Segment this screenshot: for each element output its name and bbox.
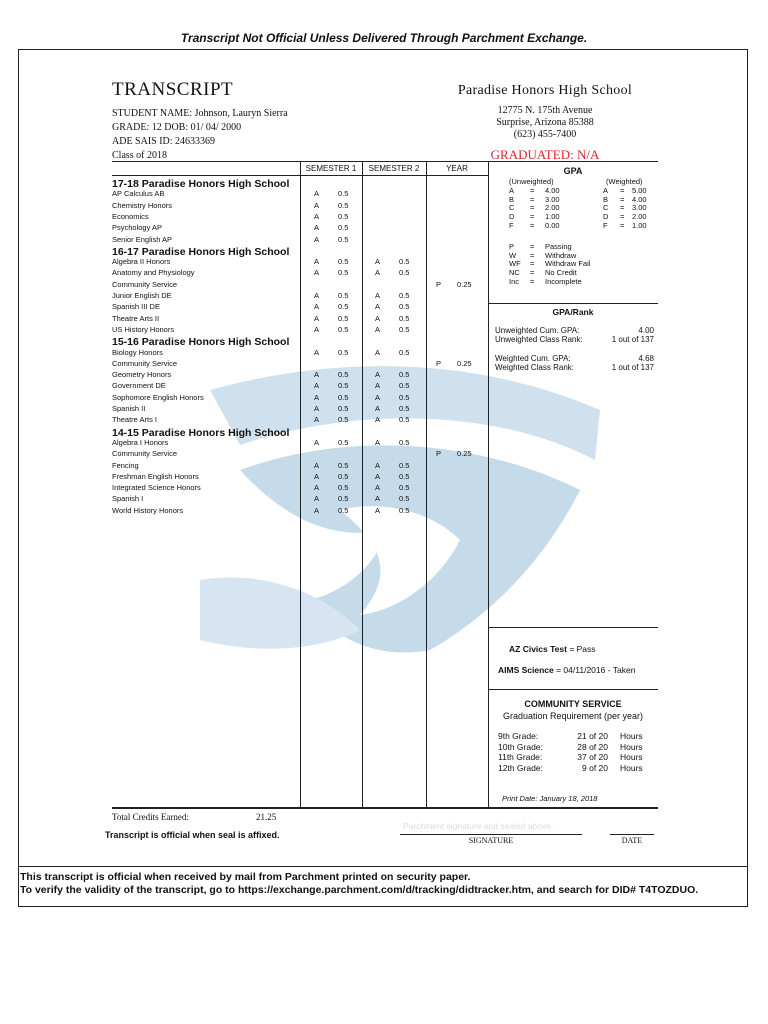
tests-top-divider bbox=[488, 627, 658, 628]
signature-line bbox=[400, 834, 582, 835]
sem2-grade: A bbox=[375, 494, 381, 504]
print-date: Print Date: January 18, 2018 bbox=[502, 794, 598, 803]
sem1-credit: 0.5 bbox=[338, 211, 349, 221]
table-bottom-line bbox=[112, 807, 658, 809]
year-header: YEAR bbox=[446, 164, 468, 173]
sem2-grade: A bbox=[375, 257, 381, 267]
gpa-equals: = bbox=[530, 194, 535, 204]
sem1-col-divider bbox=[300, 161, 301, 807]
sem2-credit: 0.5 bbox=[399, 257, 410, 267]
sem1-credit: 0.5 bbox=[338, 494, 349, 504]
sem1-credit: 0.5 bbox=[338, 189, 349, 199]
grade-code-desc: Incomplete bbox=[545, 276, 582, 286]
az-civics-test bbox=[509, 644, 596, 654]
sem2-credit: 0.5 bbox=[399, 313, 410, 323]
course-name: Theatre Arts I bbox=[112, 415, 158, 425]
grade-code: P bbox=[509, 242, 515, 251]
cs-hours: 37 of 20 bbox=[577, 752, 608, 763]
cs-grade: 10th Grade: bbox=[498, 741, 543, 752]
sem2-grade: A bbox=[375, 483, 381, 493]
signature-label: SIGNATURE bbox=[468, 836, 514, 845]
course-name: AP Calculus AB bbox=[112, 189, 165, 199]
cs-grade: 9th Grade: bbox=[498, 731, 539, 741]
sem1-credit: 0.5 bbox=[338, 200, 349, 210]
sem1-grade: A bbox=[314, 200, 320, 210]
sem2-credit: 0.5 bbox=[399, 494, 410, 504]
cs-unit: Hours bbox=[620, 763, 643, 774]
course-name: Algebra II Honors bbox=[112, 257, 171, 267]
sem1-credit: 0.5 bbox=[338, 404, 349, 413]
sem1-credit: 0.5 bbox=[338, 223, 349, 233]
sem2-col-divider bbox=[362, 161, 363, 807]
sem2-grade: A bbox=[375, 505, 381, 515]
sem1-grade: A bbox=[314, 268, 320, 278]
sem2-credit: 0.5 bbox=[399, 381, 410, 391]
sem1-credit: 0.5 bbox=[338, 381, 349, 391]
signature-placeholder: Parchment signature and sealed above. bbox=[403, 821, 554, 831]
sem1-grade: A bbox=[314, 189, 320, 199]
student-ade-id: ADE SAIS ID: 24633369 bbox=[112, 136, 216, 147]
sem1-credit: 0.5 bbox=[338, 302, 349, 312]
sem1-grade: A bbox=[314, 347, 320, 357]
year-credit: 0.25 bbox=[457, 449, 472, 459]
year-grade: P bbox=[436, 358, 442, 368]
gpa-unweighted-value: 3.00 bbox=[545, 194, 560, 204]
sem1-credit: 0.5 bbox=[338, 392, 349, 402]
grade-code-desc: Withdraw bbox=[545, 250, 577, 260]
grade-code: W bbox=[509, 250, 517, 260]
year-credit: 0.25 bbox=[457, 358, 472, 368]
sem1-grade: A bbox=[314, 234, 320, 244]
sem1-grade: A bbox=[314, 415, 320, 425]
student-grade-dob: GRADE: 12 DOB: 01/ 04/ 2000 bbox=[112, 122, 242, 133]
footer-verify-note: To verify the validity of the transcript, go to https://exchange.parchment.com/d/tracking/didtracker.htm, and search for DID# T4TOZDUO. bbox=[20, 884, 699, 896]
sem2-credit: 0.5 bbox=[399, 302, 410, 312]
sem2-grade: A bbox=[375, 324, 381, 334]
gpa-weighted-label: (Weighted) bbox=[606, 177, 643, 186]
gpa-equals: = bbox=[620, 220, 625, 230]
sem1-grade: A bbox=[314, 494, 320, 504]
course-name: Integrated Science Honors bbox=[112, 483, 201, 493]
sem2-credit: 0.5 bbox=[399, 460, 410, 470]
course-name: Community Service bbox=[112, 279, 178, 289]
year-col-divider bbox=[426, 161, 427, 807]
sem2-credit: 0.5 bbox=[399, 437, 410, 447]
sem2-credit: 0.5 bbox=[399, 505, 410, 515]
gpa-equals: = bbox=[530, 203, 535, 213]
sem1-grade: A bbox=[314, 370, 320, 380]
gpa-weighted-grade: C bbox=[603, 203, 609, 213]
seal-note: Transcript is official when seal is affixed. bbox=[105, 830, 280, 840]
gpa-rank-title: GPA/Rank bbox=[552, 307, 594, 317]
course-name: Algebra I Honors bbox=[112, 437, 169, 447]
sem1-grade: A bbox=[314, 257, 320, 267]
section-header: 14-15 Paradise Honors High School bbox=[112, 426, 290, 439]
sem1-grade: A bbox=[314, 392, 320, 402]
course-name: Theatre Arts II bbox=[112, 313, 160, 323]
grade-code: WF bbox=[509, 259, 521, 269]
grade-code-desc: Passing bbox=[545, 242, 572, 251]
course-name: Geometry Honors bbox=[112, 370, 172, 380]
gpa-title: GPA bbox=[563, 166, 583, 176]
rank-value: 4.00 bbox=[638, 326, 654, 335]
course-name: Sophomore English Honors bbox=[112, 392, 204, 402]
gpa-unweighted-value: 1.00 bbox=[545, 212, 560, 222]
grade-code-equals: = bbox=[530, 250, 535, 260]
cs-grade: 12th Grade: bbox=[498, 763, 543, 774]
sem2-credit: 0.5 bbox=[399, 268, 410, 278]
course-name: Community Service bbox=[112, 449, 178, 459]
total-credits-label: Total Credits Earned: bbox=[112, 812, 189, 822]
gpa-equals: = bbox=[530, 220, 535, 230]
course-name: Anatomy and Physiology bbox=[112, 268, 195, 278]
gpa-unweighted-label: (Unweighted) bbox=[509, 177, 554, 186]
sem2-grade: A bbox=[375, 370, 381, 380]
footer-divider bbox=[18, 866, 748, 867]
course-name: Freshman English Honors bbox=[112, 471, 199, 481]
sem2-credit: 0.5 bbox=[399, 471, 410, 481]
sem1-credit: 0.5 bbox=[338, 347, 349, 357]
sem1-grade: A bbox=[314, 324, 320, 334]
sem1-grade: A bbox=[314, 404, 320, 413]
sem1-credit: 0.5 bbox=[338, 234, 349, 244]
section-header: 17-18 Paradise Honors High School bbox=[112, 178, 290, 190]
cs-hours: 28 of 20 bbox=[577, 741, 608, 752]
sem2-grade: A bbox=[375, 302, 381, 312]
sem1-grade: A bbox=[314, 483, 320, 493]
student-name: STUDENT NAME: Johnson, Lauryn Sierra bbox=[112, 108, 288, 119]
cs-unit: Hours bbox=[620, 741, 643, 752]
school-name: Paradise Honors High School bbox=[457, 83, 633, 98]
course-name: Junior English DE bbox=[112, 291, 172, 300]
date-label: DATE bbox=[621, 836, 643, 845]
sem1-grade: A bbox=[314, 381, 320, 391]
gpa-weighted-value: 1.00 bbox=[632, 220, 647, 230]
gpa-equals: = bbox=[620, 203, 625, 213]
sem2-credit: 0.5 bbox=[399, 483, 410, 493]
gpa-unweighted-grade: F bbox=[509, 220, 514, 230]
grade-code-equals: = bbox=[530, 259, 535, 269]
gpa-equals: = bbox=[620, 212, 625, 222]
cs-unit: Hours bbox=[620, 731, 643, 741]
graduation-status: GRADUATED: N/A bbox=[490, 147, 600, 162]
gpa-unweighted-value: 0.00 bbox=[545, 220, 560, 230]
cs-hours: 21 of 20 bbox=[577, 731, 608, 741]
gpa-rank-divider bbox=[488, 303, 658, 304]
course-name: Community Service bbox=[112, 358, 178, 368]
sem2-credit: 0.5 bbox=[399, 324, 410, 334]
sem1-grade: A bbox=[314, 437, 320, 447]
gpa-equals: = bbox=[530, 212, 535, 222]
sem1-credit: 0.5 bbox=[338, 471, 349, 481]
course-name: Chemistry Honors bbox=[112, 200, 173, 210]
course-name: US History Honors bbox=[112, 324, 175, 334]
gpa-weighted-value: 2.00 bbox=[632, 212, 647, 222]
gpa-weighted-value: 5.00 bbox=[632, 186, 647, 195]
sem1-credit: 0.5 bbox=[338, 257, 349, 267]
grade-code-desc: Withdraw Fail bbox=[545, 259, 591, 269]
sem1-credit: 0.5 bbox=[338, 324, 349, 334]
gpa-equals: = bbox=[620, 186, 625, 195]
rank-label: Weighted Class Rank: bbox=[495, 363, 574, 372]
gpa-unweighted-value: 4.00 bbox=[545, 186, 560, 195]
sem2-grade: A bbox=[375, 460, 381, 470]
aims-science-label: AIMS Science bbox=[498, 665, 554, 675]
gpa-unweighted-value: 2.00 bbox=[545, 203, 560, 213]
sem1-credit: 0.5 bbox=[338, 313, 349, 323]
year-grade: P bbox=[436, 449, 442, 459]
sem2-credit: 0.5 bbox=[399, 404, 410, 413]
footer-official-note: This transcript is official when received by mail from Parchment printed on security paper. bbox=[20, 871, 471, 883]
sem2-grade: A bbox=[375, 268, 381, 278]
community-service-title: COMMUNITY SERVICE bbox=[524, 699, 622, 709]
student-class: Class of 2018 bbox=[112, 150, 167, 161]
sem1-grade: A bbox=[314, 460, 320, 470]
official-notice-banner: Transcript Not Official Unless Delivered Through Parchment Exchange. bbox=[180, 31, 588, 45]
sem1-grade: A bbox=[314, 302, 320, 312]
school-phone: (623) 455-7400 bbox=[513, 129, 577, 140]
sem1-credit: 0.5 bbox=[338, 483, 349, 493]
gpa-unweighted-grade: A bbox=[509, 186, 515, 195]
gpa-unweighted-grade: C bbox=[509, 203, 515, 213]
gpa-weighted-grade: A bbox=[603, 186, 609, 195]
sem2-credit: 0.5 bbox=[399, 291, 410, 300]
community-service-subtitle: Graduation Requirement (per year) bbox=[502, 711, 644, 721]
section-header: 16-17 Paradise Honors High School bbox=[112, 245, 290, 258]
sem2-grade: A bbox=[375, 291, 381, 300]
gpa-weighted-value: 3.00 bbox=[632, 203, 647, 213]
sem1-credit: 0.5 bbox=[338, 460, 349, 470]
gpa-weighted-grade: B bbox=[603, 194, 609, 204]
sem2-grade: A bbox=[375, 381, 381, 391]
sem2-grade: A bbox=[375, 313, 381, 323]
grade-code: Inc bbox=[509, 276, 520, 286]
table-top-line bbox=[112, 161, 658, 162]
rank-value: 1 out of 137 bbox=[611, 335, 654, 344]
sem2-credit: 0.5 bbox=[399, 347, 410, 357]
sem2-grade: A bbox=[375, 392, 381, 402]
cs-unit: Hours bbox=[620, 752, 643, 763]
sem1-grade: A bbox=[314, 211, 320, 221]
grade-code-equals: = bbox=[530, 276, 535, 286]
aims-science-test bbox=[498, 665, 635, 675]
grade-code: NC bbox=[509, 268, 520, 278]
sem1-grade: A bbox=[314, 471, 320, 481]
az-civics-value: = Pass bbox=[566, 644, 596, 654]
year-credit: 0.25 bbox=[457, 279, 472, 289]
grade-code-desc: No Credit bbox=[545, 268, 577, 278]
sem2-grade: A bbox=[375, 471, 381, 481]
sem2-grade: A bbox=[375, 415, 381, 425]
course-name: Fencing bbox=[112, 460, 139, 470]
gpa-weighted-grade: F bbox=[603, 220, 608, 230]
year-grade: P bbox=[436, 279, 442, 289]
course-name: Government DE bbox=[112, 381, 166, 391]
gpa-equals: = bbox=[620, 194, 625, 204]
sem1-credit: 0.5 bbox=[338, 437, 349, 447]
sem1-grade: A bbox=[314, 291, 320, 300]
sem1-grade: A bbox=[314, 505, 320, 515]
school-address-1: 12775 N. 175th Avenue bbox=[497, 105, 593, 116]
rank-label: Unweighted Class Rank: bbox=[495, 335, 583, 344]
sem1-credit: 0.5 bbox=[338, 370, 349, 380]
sem1-grade: A bbox=[314, 313, 320, 323]
semester1-header: SEMESTER 1 bbox=[305, 164, 357, 173]
rank-value: 4.68 bbox=[638, 354, 654, 363]
cs-grade: 11th Grade: bbox=[498, 752, 543, 763]
sem1-credit: 0.5 bbox=[338, 268, 349, 278]
school-address-2: Surprise, Arizona 85388 bbox=[496, 117, 594, 128]
course-name: Spanish III DE bbox=[112, 302, 160, 312]
grade-code-equals: = bbox=[530, 268, 535, 278]
cs-hours: 9 of 20 bbox=[582, 763, 608, 774]
rank-label: Weighted Cum. GPA: bbox=[495, 354, 571, 363]
sem2-credit: 0.5 bbox=[399, 370, 410, 380]
grade-code-equals: = bbox=[530, 242, 535, 251]
sem1-credit: 0.5 bbox=[338, 291, 349, 300]
gpa-unweighted-grade: B bbox=[509, 194, 515, 204]
sem1-credit: 0.5 bbox=[338, 415, 349, 425]
gpa-equals: = bbox=[530, 186, 535, 195]
sem2-grade: A bbox=[375, 404, 381, 413]
rank-value: 1 out of 137 bbox=[611, 363, 654, 372]
aims-science-value: = 04/11/2016 - Taken bbox=[553, 665, 636, 675]
gpa-weighted-value: 4.00 bbox=[632, 194, 647, 204]
semester2-header: SEMESTER 2 bbox=[368, 164, 420, 173]
total-credits-value: 21.25 bbox=[256, 812, 277, 822]
course-name: Spanish II bbox=[112, 404, 146, 413]
document-title: TRANSCRIPT bbox=[112, 79, 234, 100]
date-line bbox=[610, 834, 654, 835]
course-name: Psychology AP bbox=[112, 223, 163, 233]
sem2-grade: A bbox=[375, 347, 381, 357]
gpa-unweighted-grade: D bbox=[509, 212, 515, 222]
section-header: 15-16 Paradise Honors High School bbox=[112, 336, 290, 349]
course-name: Economics bbox=[112, 211, 149, 221]
course-name: Spanish I bbox=[112, 494, 144, 504]
sem1-grade: A bbox=[314, 223, 320, 233]
community-top-divider bbox=[488, 689, 658, 690]
sem2-grade: A bbox=[375, 437, 381, 447]
sem2-credit: 0.5 bbox=[399, 392, 410, 402]
sem1-credit: 0.5 bbox=[338, 505, 349, 515]
sem2-credit: 0.5 bbox=[399, 415, 410, 425]
course-name: World History Honors bbox=[112, 505, 184, 515]
course-name: Senior English AP bbox=[112, 234, 173, 244]
rank-label: Unweighted Cum. GPA: bbox=[495, 326, 580, 335]
az-civics-label: AZ Civics Test bbox=[509, 644, 567, 654]
course-name: Biology Honors bbox=[112, 347, 163, 357]
gpa-weighted-grade: D bbox=[603, 212, 609, 222]
